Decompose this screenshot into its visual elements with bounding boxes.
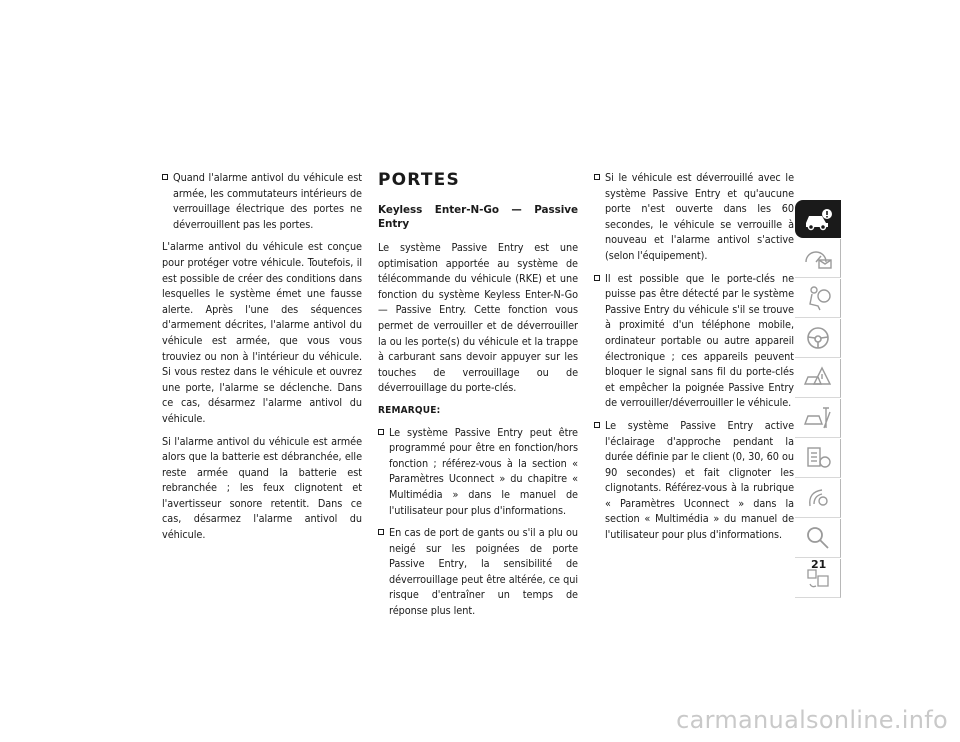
bullet-text: Il est possible que le porte-clés ne puisse pas être détecté par le système Passive Entry du véhicule s'il se trouve à proximité d'un téléphone mobile, ordinateur portable ou autre appareil électronique ; ces appareils peuvent bloquer le signal sans fil du porte-clés et empêcher la poignée Passive Entry de verrouiller/déverrouiller le véhicule. — [605, 271, 794, 410]
bullet-text: Le système Passive Entry active l'éclairage d'approche pendant la durée définie par le client (0, 30, 60 ou 90 secondes) et fait clignoter les clignotants. Référez-vous à la rubrique « Paramètres Uconnect » dans la section « Multimédia » du manuel de l'utilisateur pour plus d'informations. — [605, 418, 794, 542]
chapter-tab-strip — [795, 200, 841, 599]
tab-car-info[interactable] — [795, 200, 841, 238]
tab-magnifier[interactable] — [795, 519, 841, 558]
multimedia-icon — [802, 484, 834, 512]
bullet-item — [594, 271, 794, 411]
bullet-item — [378, 525, 578, 619]
subsection-heading: Keyless Enter-N-Go — Passive Entry — [378, 204, 578, 230]
tab-steering-wheel[interactable] — [795, 319, 841, 358]
paragraph: L'alarme antivol du véhicule est conçue pour protéger votre véhicule. Toutefois, il est possible de créer des conditions dans lesquelles le système émet une fausse alerte. Après l'une des séquences d'armement décrites, l'alarme antivol du véhicule est armée, que vous vous trouviez ou non à l'intérieur du véhicule. Si vous restez dans le véhicule et ouvrez une porte, l'alarme se déclenche. Dans ce cas, désarmez l'alarme antivol du véhicule. — [162, 240, 362, 425]
bullet-text: En cas de port de gants ou s'il a plu ou neigé sur les poignées de porte Passive Entry, la sensibilité de déverrouillage peut être altérée, ce qui risque d'entraîner un temps de réponse plus lent. — [389, 526, 578, 618]
dashboard-messages-icon — [802, 244, 834, 272]
bullet-item — [378, 425, 578, 519]
tab-airbag-seat[interactable] — [795, 279, 841, 318]
tab-car-tools[interactable] — [795, 399, 841, 438]
bullet-text: Quand l'alarme antivol du véhicule est armée, les commutateurs intérieurs de verrouillage électrique des portes ne déverrouillent pas les portes. — [173, 171, 362, 231]
steering-wheel-icon — [802, 324, 834, 352]
airbag-seat-icon — [802, 284, 834, 312]
bullet-item — [594, 418, 794, 543]
bullet-square-icon — [162, 174, 168, 180]
tab-multimedia[interactable] — [795, 479, 841, 518]
text-column-left — [162, 170, 362, 550]
bullet-square-icon — [594, 275, 600, 281]
magnifier-icon — [802, 524, 834, 552]
bullet-text: Le système Passive Entry peut être programmé pour être en fonction/hors fonction ; référez-vous à la section « Paramètres Uconnect » du chapitre « Multimédia » dans le manuel de l'utilisateur pour plus d'informations. — [389, 425, 578, 517]
note-label: REMARQUE: — [378, 404, 441, 416]
tab-dashboard-messages[interactable] — [795, 239, 841, 278]
car-tools-icon — [802, 404, 834, 432]
text-column-right — [594, 170, 794, 550]
tab-hazard-car[interactable] — [795, 359, 841, 398]
bullet-text: Si le véhicule est déverrouillé avec le système Passive Entry et qu'aucune porte n'est ouverte dans les 60 secondes, le véhicule se verrouille à nouveau et l'alarme antivol s'active (selon l'équipement). — [605, 171, 794, 262]
tab-maintenance-list[interactable] — [795, 439, 841, 478]
paragraph: Si l'alarme antivol du véhicule est armée alors que la batterie est débranchée, elle reste armée quand la batterie est rebranchée ; les feux clignotent et l'avertisseur sonore retentit. Dans ce cas, désarmez l'alarme antivol du véhicule. — [162, 434, 362, 542]
bullet-square-icon — [594, 422, 600, 428]
hazard-car-icon — [802, 364, 834, 392]
bullet-square-icon — [594, 174, 600, 180]
watermark: carmanualsonline.info — [676, 706, 948, 734]
maintenance-list-icon — [802, 444, 834, 472]
bullet-square-icon — [378, 529, 384, 535]
paragraph: Le système Passive Entry est une optimisation apportée au système de télécommande du véhicule (RKE) et une fonction du système Keyless Enter-N-Go — Passive Entry. Cette fonction vous permet de verrouiller et de déverrouiller la ou les porte(s) du véhicule et la trappe à carburant sans devoir appuyer sur les touches de verrouillage ou de déverrouillage du porte-clés. — [378, 241, 578, 395]
text-column-middle — [378, 170, 578, 626]
page-number: 21 — [811, 558, 827, 571]
car-info-icon — [802, 205, 834, 233]
bullet-square-icon — [378, 429, 384, 435]
bullet-item — [162, 170, 362, 232]
section-heading: PORTES — [378, 170, 460, 190]
bullet-item — [594, 170, 794, 264]
